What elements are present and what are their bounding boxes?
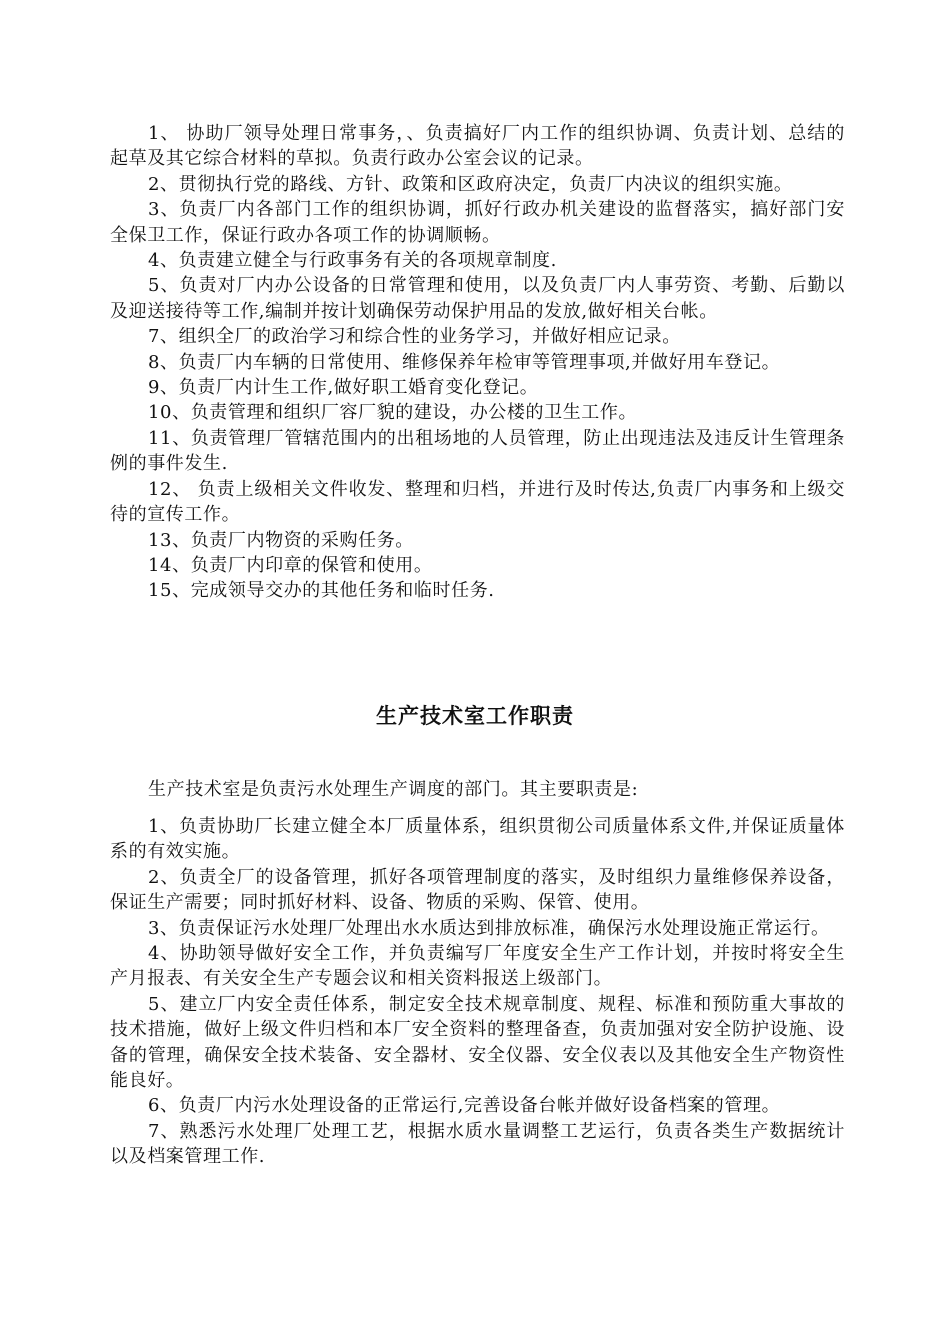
duty-item: 6、负责厂内污水处理设备的正常运行,完善设备台帐并做好设备档案的管理。 [148, 1095, 781, 1117]
duty-item: 3、负责保证污水处理厂处理出水水质达到排放标准，确保污水处理设施正常运行。 [148, 917, 830, 939]
duty-item: 1、负责协助厂长建立健全本厂质量体系，组织贯彻公司质量体系文件,并保证质量体系的有效实施。 [110, 816, 845, 863]
duty-item: 4、负责建立健全与行政事务有关的各项规章制度. [148, 250, 557, 272]
duty-item: 4、协助领导做好安全工作，并负责编写厂年度安全生产工作计划，并按时将安全生产月报表、有关安全生产专题会议和相关资料报送上级部门。 [110, 943, 845, 990]
duty-item: 7、熟悉污水处理厂处理工艺，根据水质水量调整工艺运行，负责各类生产数据统计以及档案管理工作. [110, 1120, 845, 1168]
section-heading: 生产技术室工作职责 [376, 704, 574, 728]
duty-item: 12、 负责上级相关文件收发、整理和归档，并进行及时传达,负责厂内事务和上级交待的宣传工作。 [110, 478, 845, 526]
tech-duties-list [110, 814, 845, 1170]
duty-item: 10、负责管理和组织厂容厂貌的建设，办公楼的卫生工作。 [148, 402, 638, 424]
duty-item: 2、负责全厂的设备管理，抓好各项管理制度的落实，及时组织力量维修保养设备，保证生产需要；同时抓好材料、设备、物质的采购、保管、使用。 [110, 866, 845, 914]
duty-item: 15、完成领导交办的其他任务和临时任务. [148, 580, 495, 602]
duty-item: 1、 协助厂领导处理日常事务，、负责搞好厂内工作的组织协调、负责计划、总结的起草及其它综合材料的草拟。负责行政办公室会议的记录。 [110, 123, 845, 170]
duty-item: 5、建立厂内安全责任体系，制定安全技术规章制度、规程、标准和预防重大事故的技术措施，做好上级文件归档和本厂安全资料的整理备查，负责加强对安全防护设施、设备的管理，确保安全技术装备、安全器材、安全仪器、安全仪表以及其他安全生产物资性能良好。 [110, 993, 845, 1092]
duty-item: 14、负责厂内印章的保管和使用。 [148, 554, 433, 576]
duty-item: 5、负责对厂内办公设备的日常管理和使用，以及负责厂内人事劳资、考勤、后勤以及迎送接待等工作,编制并按计划确保劳动保护用品的发放,做好相关台帐。 [110, 275, 845, 322]
duty-item: 3、负责厂内各部门工作的组织协调，抓好行政办机关建设的监督落实，搞好部门安全保卫工作，保证行政办各项工作的协调顺畅。 [110, 199, 845, 246]
duty-item: 8、负责厂内车辆的日常使用、维修保养年检审等管理事项,并做好用车登记。 [148, 351, 781, 373]
section-intro: 生产技术室是负责污水处理生产调度的部门。其主要职责是: [148, 779, 639, 800]
duty-item: 2、贯彻执行党的路线、方针、政策和区政府决定，负责厂内决议的组织实施。 [148, 173, 793, 195]
duty-item: 11、负责管理厂管辖范围内的出租场地的人员管理，防止出现违法及违反计生管理条例的事件发生. [110, 427, 845, 475]
office-duties-list [110, 121, 845, 604]
duty-item: 7、组织全厂的政治学习和综合性的业务学习，并做好相应记录。 [148, 326, 681, 348]
duty-item: 9、负责厂内计生工作,做好职工婚育变化登记。 [148, 377, 539, 399]
duty-item: 13、负责厂内物资的采购任务。 [148, 529, 414, 551]
